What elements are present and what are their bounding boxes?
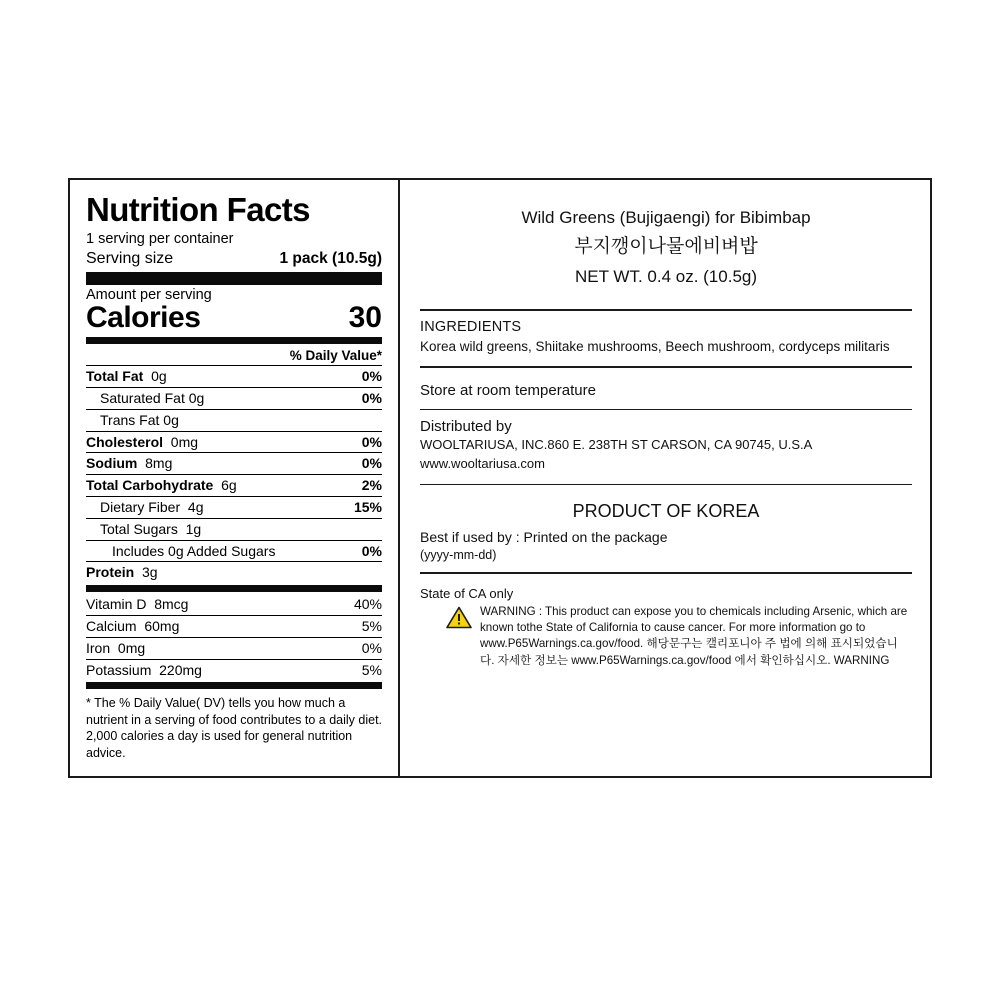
nutrient-name: Trans Fat 0g: [100, 411, 179, 428]
best-if-used-by: [420, 528, 912, 572]
nutrient-name: Iron 0mg: [86, 639, 146, 656]
nutrient-dv: 0%: [361, 433, 382, 450]
servings-per-container: 1 serving per container: [86, 230, 234, 247]
serving-size-label: Serving size: [86, 250, 174, 268]
nutrient-name: Total Sugars 1g: [100, 520, 202, 537]
nutrient-name: Potassium 220mg: [86, 661, 202, 678]
nutrition-facts-panel: [86, 192, 382, 761]
calories-label: Calories: [86, 301, 201, 335]
nutrient-row-trans-fat: [86, 409, 382, 431]
ingredients-text: Korea wild greens, Shiitake mushrooms, Beech mushroom, cordyceps militaris: [420, 338, 890, 354]
nutrient-dv: 40%: [353, 596, 382, 613]
nutrient-name: Includes 0g Added Sugars: [112, 542, 276, 559]
ingredients-heading: INGREDIENTS: [420, 318, 522, 335]
nutrient-name: Sodium 8mg: [86, 455, 173, 472]
serving-size-value: 1 pack (10.5g): [279, 250, 382, 268]
nutrient-name: Dietary Fiber 4g: [100, 498, 204, 515]
nutrient-name: Calcium 60mg: [86, 617, 180, 634]
distributor-address: WOOLTARIUSA, INC.860 E. 238TH ST CARSON, CA 90745, U.S.A: [420, 437, 813, 453]
nutrient-dv: 0%: [361, 368, 382, 385]
nutrient-dv: 2%: [361, 477, 382, 494]
nutrient-name: Cholesterol 0mg: [86, 433, 199, 450]
mid-rule-after-protein: [86, 585, 382, 592]
divider-above-ingredients: [420, 309, 912, 311]
prop65-warning-block: [420, 604, 912, 670]
mid-rule-footnote: [86, 682, 382, 689]
distributed-by-heading: Distributed by: [420, 418, 512, 436]
divider-above-ca-warning: [420, 572, 912, 574]
nutrient-dv: 0%: [361, 542, 382, 559]
nutrient-row-total-carbohydrate: [86, 474, 382, 496]
nutrient-dv: 0%: [361, 389, 382, 406]
nutrient-name: Saturated Fat 0g: [100, 389, 205, 406]
nutrient-row-vitamin-d: [86, 594, 382, 615]
daily-value-header: % Daily Value*: [289, 348, 382, 364]
storage-instructions: Store at room temperature: [420, 381, 596, 399]
nutrient-row-calcium: [86, 615, 382, 637]
product-name-korean: 부지깽이나물에비벼밥: [574, 235, 758, 257]
thick-rule-top: [86, 272, 382, 285]
nutrient-name: Vitamin D 8mcg: [86, 596, 189, 613]
calories-row: [86, 301, 382, 335]
nutrient-row-cholesterol: [86, 431, 382, 453]
warning-triangle-icon: [446, 606, 472, 634]
divider-above-product-of: [420, 484, 912, 486]
nutrient-row-dietary-fiber: [86, 496, 382, 518]
ingredients-section: [420, 319, 912, 357]
distributor-section: [420, 418, 912, 474]
nutrient-row-protein: [86, 561, 382, 583]
product-name-english: Wild Greens (Bujigaengi) for Bibimbap: [521, 208, 811, 227]
nutrient-dv: 0%: [361, 639, 382, 656]
panel-divider: [398, 178, 400, 778]
distributor-website[interactable]: www.wooltariusa.com: [420, 455, 545, 471]
serving-size-row: [86, 250, 382, 268]
nutrient-name: Total Carbohydrate 6g: [86, 477, 237, 494]
nutrient-row-added-sugars: [86, 540, 382, 562]
product-of-korea: PRODUCT OF KOREA: [572, 501, 760, 522]
amount-per-serving-label: Amount per serving: [86, 287, 212, 304]
net-weight: NET WT. 0.4 oz. (10.5g): [574, 267, 758, 286]
state-of-ca-heading: State of CA only: [420, 585, 514, 601]
nutrition-facts-title: Nutrition Facts: [86, 191, 310, 228]
divider-above-distributor: [420, 409, 912, 411]
nutrient-dv: 5%: [361, 617, 382, 634]
date-format-hint: (yyyy-mm-dd): [420, 548, 497, 563]
nutrient-name: Protein 3g: [86, 564, 158, 581]
nutrient-row-iron: [86, 637, 382, 659]
divider-above-storage: [420, 366, 912, 368]
best-by-line: Best if used by : Printed on the package: [420, 529, 668, 546]
mid-rule-after-calories: [86, 337, 382, 344]
nutrient-row-sodium: [86, 452, 382, 474]
nutrient-name: Total Fat 0g: [86, 368, 167, 385]
nutrient-dv: 15%: [353, 498, 382, 515]
nutrient-row-total-sugars: [86, 518, 382, 540]
daily-value-footnote: * The % Daily Value( DV) tells you how much a nutrient in a serving of food contributes to a daily diet. 2,000 calories a day is used for general nutrition advice.: [86, 696, 383, 760]
nutrient-row-saturated-fat: [86, 387, 382, 409]
nutrient-dv: 5%: [361, 661, 382, 678]
nutrient-dv: 0%: [361, 455, 382, 472]
nutrient-row-total-fat: [86, 365, 382, 387]
calories-value: 30: [348, 301, 382, 335]
product-info-panel: [420, 205, 912, 669]
nutrient-row-potassium: [86, 659, 382, 681]
prop65-warning-text: WARNING : This product can expose you to chemicals including Arsenic, which are known tothe State of California to cause cancer. For more information go to www.P65Warnings.ca.gov/food. 해당문구는 캘리포니아 주 법에 의해 표시되었습니다. 자세한 정보는 www.P65Warnings.ca.gov/food 에서 확인하십시오. WARNING: [480, 604, 908, 667]
